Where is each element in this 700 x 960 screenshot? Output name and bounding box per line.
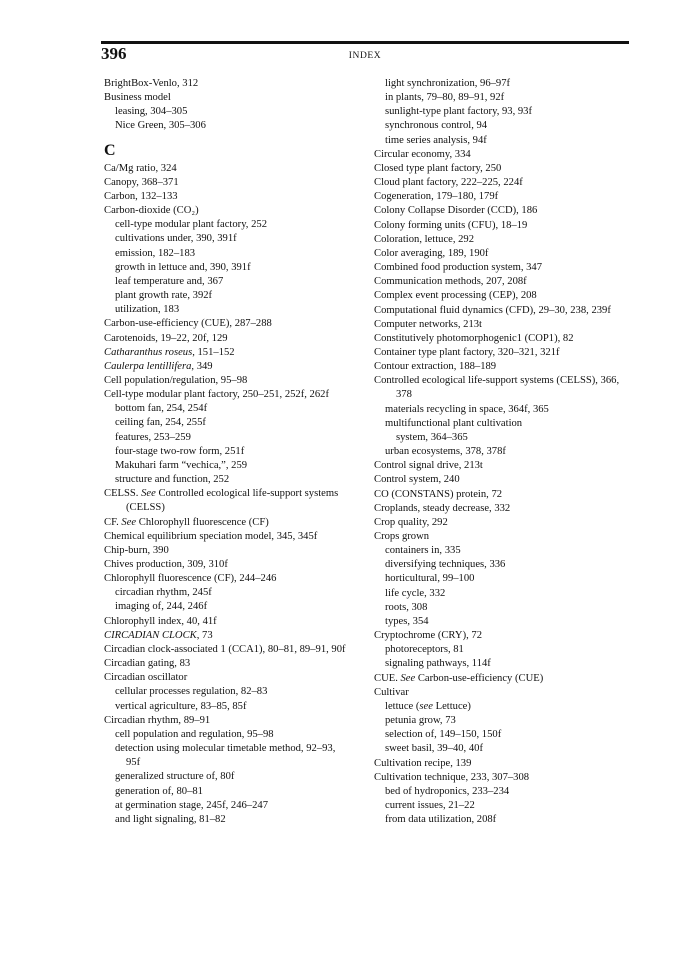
index-entry: Closed type plant factory, 250 [374, 162, 502, 174]
index-subentry: growth in lettuce and, 390, 391f [115, 261, 251, 273]
index-entry: CUE. See Carbon-use-efficiency (CUE) [374, 672, 544, 684]
index-entry: Cultivation recipe, 139 [374, 757, 472, 769]
index-entry: Cultivation technique, 233, 307–308 [374, 771, 530, 783]
index-entry: Carbon, 132–133 [104, 190, 178, 202]
index-entry: Carotenoids, 19–22, 20f, 129 [104, 332, 228, 344]
index-entry: Circadian rhythm, 89–91 [104, 714, 211, 726]
index-subentry: (CELSS) [126, 502, 165, 514]
index-entry: Coloration, lettuce, 292 [374, 233, 475, 245]
index-entry: Cryptochrome (CRY), 72 [374, 630, 482, 642]
index-entry: Catharanthus roseus, 151–152 [104, 346, 235, 358]
index-entry: Crop quality, 292 [374, 516, 448, 528]
index-entry: Business model [104, 92, 171, 104]
index-subentry: Nice Green, 305–306 [115, 120, 206, 132]
index-subentry: leaf temperature and, 367 [115, 275, 224, 287]
index-subentry: cell-type modular plant factory, 252 [115, 219, 267, 231]
index-entry: Control system, 240 [374, 474, 460, 486]
index-subentry: imaging of, 244, 246f [115, 601, 208, 613]
index-subentry: life cycle, 332 [385, 587, 446, 599]
index-subentry: signaling pathways, 114f [385, 658, 491, 670]
index-column-left [104, 77, 356, 827]
index-subentry: types, 354 [385, 615, 429, 627]
index-subentry: cell population and regulation, 95–98 [115, 728, 274, 740]
index-subentry: lettuce (see Lettuce) [385, 700, 471, 712]
index-entry: Crops grown [374, 531, 430, 542]
index-entry: Constitutively photomorphogenic1 (COP1), 82 [374, 332, 574, 344]
index-letter-heading: C [104, 141, 116, 159]
index-entry: Cultivar [374, 686, 409, 698]
page-header [101, 44, 629, 70]
index-subentry: generalized structure of, 80f [115, 771, 235, 783]
index-subentry: sunlight-type plant factory, 93, 93f [385, 106, 533, 118]
index-entry: Chip-burn, 390 [104, 544, 169, 556]
index-entry: Chlorophyll index, 40, 41f [104, 615, 217, 627]
index-subentry: sweet basil, 39–40, 40f [385, 743, 483, 755]
index-entry: Chives production, 309, 310f [104, 559, 228, 570]
index-entry: Cogeneration, 179–180, 179f [374, 191, 499, 203]
index-entry: Complex event processing (CEP), 208 [374, 290, 537, 302]
index-subentry: generation of, 80–81 [115, 785, 203, 797]
running-head: INDEX [348, 51, 382, 61]
index-subentry: cellular processes regulation, 82–83 [115, 686, 268, 698]
index-subentry: roots, 308 [385, 601, 428, 613]
index-subentry: leasing, 304–305 [115, 106, 188, 118]
index-entry: BrightBox-Venlo, 312 [104, 78, 199, 89]
index-subentry: 95f [126, 757, 141, 769]
index-entry: Circular economy, 334 [374, 148, 471, 160]
index-entry: Controlled ecological life-support systems (CELSS), 366, [374, 375, 620, 387]
index-subentry: detection using molecular timetable method, 92–93, [115, 743, 336, 755]
index-entry: CO (CONSTANS) protein, 72 [374, 488, 503, 500]
index-subentry: synchronous control, 94 [385, 120, 488, 132]
index-entry: Cell-type modular plant factory, 250–251, 252f, 262f [104, 389, 329, 401]
index-entry: Communication methods, 207, 208f [374, 276, 527, 288]
index-entry: Croplands, steady decrease, 332 [374, 502, 511, 514]
index-entry: Chlorophyll fluorescence (CF), 244–246 [104, 573, 277, 585]
index-subentry: system, 364–365 [396, 431, 468, 443]
index-entry: Chemical equilibrium speciation model, 345, 345f [104, 530, 318, 542]
index-subentry: circadian rhythm, 245f [115, 587, 212, 599]
index-subentry: emission, 182–183 [115, 247, 196, 259]
index-subentry: utilization, 183 [115, 304, 180, 316]
index-entry: CIRCADIAN CLOCK, 73 [104, 629, 213, 641]
index-subentry: features, 253–259 [115, 431, 191, 443]
index-entry: Circadian clock-associated 1 (CCA1), 80–81, 89–91, 90f [104, 643, 346, 655]
index-subentry: vertical agriculture, 83–85, 85f [115, 700, 247, 712]
index-subentry: containers in, 335 [385, 545, 461, 557]
index-subentry: ceiling fan, 254, 255f [115, 417, 206, 429]
index-subentry: plant growth rate, 392f [115, 290, 213, 302]
index-entry: Circadian oscillator [104, 672, 188, 684]
index-subentry: structure and function, 252 [115, 474, 230, 486]
index-subentry: petunia grow, 73 [385, 715, 456, 727]
index-entry: Container type plant factory, 320–321, 321f [374, 346, 560, 358]
index-entry: Computer networks, 213t [374, 318, 482, 330]
index-subentry: bed of hydroponics, 233–234 [385, 785, 510, 797]
index-subentry: in plants, 79–80, 89–91, 92f [385, 92, 505, 104]
index-subentry: four-stage two-row form, 251f [115, 445, 245, 457]
index-subentry: multifunctional plant cultivation [385, 417, 523, 429]
index-subentry: current issues, 21–22 [385, 799, 475, 811]
index-entry: Carbon-use-efficiency (CUE), 287–288 [104, 318, 272, 330]
index-column-right [374, 77, 634, 827]
index-entry: Computational fluid dynamics (CFD), 29–30, 238, 239f [374, 304, 611, 316]
index-entry: Carbon-dioxide (CO₂) [104, 205, 199, 217]
index-entry: Cloud plant factory, 222–225, 224f [374, 177, 523, 189]
index-subentry: Makuhari farm “vechica,”, 259 [115, 459, 248, 471]
index-subentry: urban ecosystems, 378, 378f [385, 446, 506, 458]
index-entry: CF. See Chlorophyll fluorescence (CF) [104, 516, 269, 528]
index-entry: Canopy, 368–371 [104, 176, 179, 188]
index-subentry: and light signaling, 81–82 [115, 813, 226, 825]
index-entry: Circadian gating, 83 [104, 658, 191, 670]
index-subentry: diversifying techniques, 336 [385, 559, 506, 571]
index-entry: Colony Collapse Disorder (CCD), 186 [374, 205, 538, 217]
index-entry: Control signal drive, 213t [374, 460, 483, 472]
index-subentry: photoreceptors, 81 [385, 644, 464, 656]
index-subentry: 378 [396, 389, 412, 401]
index-subentry: materials recycling in space, 364f, 365 [385, 403, 549, 415]
index-subentry: horticultural, 99–100 [385, 573, 475, 585]
index-entry: Ca/Mg ratio, 324 [104, 162, 177, 174]
index-entry: Caulerpa lentillifera, 349 [104, 360, 213, 372]
index-subentry: cultivations under, 390, 391f [115, 233, 237, 245]
index-entry: Colony forming units (CFU), 18–19 [374, 219, 528, 231]
index-entry: Color averaging, 189, 190f [374, 247, 489, 259]
index-subentry: bottom fan, 254, 254f [115, 403, 208, 415]
index-entry: Combined food production system, 347 [374, 262, 543, 274]
index-subentry: from data utilization, 208f [385, 814, 497, 826]
index-subentry: selection of, 149–150, 150f [385, 729, 502, 741]
index-subentry: light synchronization, 96–97f [385, 78, 511, 89]
index-entry: CELSS. See Controlled ecological life-support systems [104, 488, 339, 500]
index-entry: Contour extraction, 188–189 [374, 361, 497, 373]
index-subentry: at germination stage, 245f, 246–247 [115, 799, 268, 811]
index-subentry: time series analysis, 94f [385, 134, 487, 146]
page-number: 396 [101, 44, 127, 63]
index-entry: Cell population/regulation, 95–98 [104, 374, 248, 386]
